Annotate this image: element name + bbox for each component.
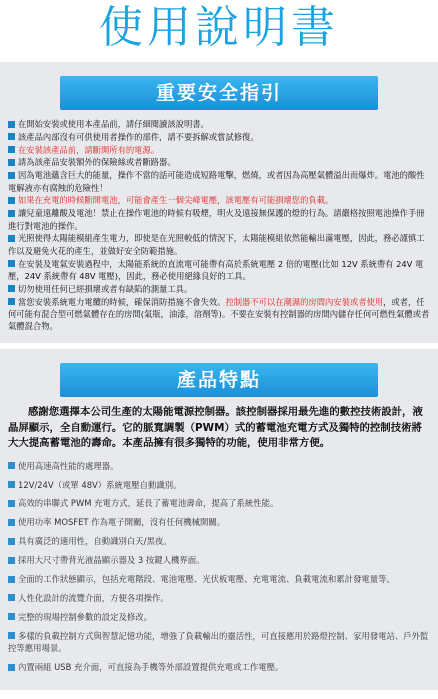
square-bullet-icon <box>8 462 15 469</box>
features-list <box>0 460 438 674</box>
square-bullet-icon <box>8 576 15 583</box>
feature-item <box>8 460 430 473</box>
square-bullet-icon <box>8 481 15 488</box>
safety-item-warning: 控制器不可以在潮濕的房間內安裝或者使用 <box>225 296 384 307</box>
safety-item <box>8 258 430 283</box>
safety-item-text: 在開始安裝或使用本產品前，請仔細閱讀該說明書。 <box>18 119 209 129</box>
safety-item-text: 如果在充電的時候斷開電池，可能會產生一個尖峰電壓，該電壓有可能損壞您的負載。 <box>18 195 334 206</box>
safety-item-text: 在安裝及電氣安裝過程中，太陽能系統的直流電可能帶有高於系統電壓 2 倍的電壓(比如 12V 系統帶有 24V 電壓，24V 系統帶有 48V 電壓)，因此，務必使用絕緣良好的工具。 <box>8 258 424 281</box>
feature-item <box>8 497 430 510</box>
square-bullet-icon <box>8 260 15 267</box>
feature-item <box>8 592 430 605</box>
feature-item-text: 完整的現場控制參數的設定及修改。 <box>18 611 152 622</box>
square-bullet-icon <box>8 519 15 526</box>
document-title: 使用說明書 <box>99 2 339 53</box>
safety-item <box>8 144 430 156</box>
feature-item-text: 12V/24V（或單 48V）系統電壓自動識別。 <box>18 479 182 490</box>
square-bullet-icon <box>8 210 15 217</box>
feature-item <box>8 573 430 586</box>
feature-item-text: 採用大尺寸帶背光液晶顯示器及 3 按鍵人機界面。 <box>18 555 205 566</box>
safety-item-text: 讓兒童遠離酸及電池！禁止在操作電池的時候有吸煙，明火及遠接無保護的燈的行為。請嚴格按照電池操作手冊進行對電池的操作。 <box>8 208 425 231</box>
safety-item-text: 因為電池蘊含巨大的能量，操作不當的話可能造成短路電擊，燃燒，或者因為高壓氣體溢出而爆炸。電池的酸性電解液亦有腐蝕的危險性！ <box>8 170 425 193</box>
square-bullet-icon <box>8 235 15 242</box>
square-bullet-icon <box>8 664 15 671</box>
feature-item-text: 使用高速高性能的處理器。 <box>18 460 119 471</box>
safety-item <box>8 207 430 232</box>
square-bullet-icon <box>8 159 15 166</box>
feature-item <box>8 554 430 567</box>
safety-item <box>8 156 430 168</box>
square-bullet-icon <box>8 500 15 507</box>
safety-item-text: 光照使得太陽能模組產生電力，即使是在光照較低的情況下，太陽能模組依然能輸出滿電壓，因此，務必謹慎工作以及避免火花的產生，並做好安全防範措施。 <box>8 233 425 256</box>
square-bullet-icon <box>8 146 15 153</box>
safety-heading: 重要安全指引 <box>60 76 378 110</box>
feature-item <box>8 516 430 529</box>
safety-section <box>0 62 438 343</box>
square-bullet-icon <box>8 197 15 204</box>
feature-item-text: 全面的工作狀態顯示，包括充電階段、電池電壓、光伏板電壓、充電電流、負載電流和累計發電量等。 <box>18 574 395 585</box>
square-bullet-icon <box>8 298 15 305</box>
safety-item <box>8 169 430 194</box>
features-intro: 感謝您選擇本公司生產的太陽能電源控制器。該控制器採用最先進的數控技術設計，液晶屏顯示，全自動運行。它的脈寬調製（PWM）式的蓄電池充電方式及獨特的控制技術將大大提高蓄電池的壽命。本產品擁有很多獨特的功能，使用非常方便。 <box>8 406 423 450</box>
feature-item-text: 內置兩組 USB 充介面，可直接為手機等外部設置提供充電或工作電壓。 <box>18 662 284 673</box>
safety-item <box>8 194 430 206</box>
safety-item <box>8 232 430 257</box>
feature-item <box>8 535 430 548</box>
safety-item <box>8 283 430 295</box>
square-bullet-icon <box>8 285 15 292</box>
safety-list <box>0 118 438 333</box>
feature-item-text: 使用功率 MOSFET 作為電子開關，沒有任何機械開關。 <box>18 517 226 528</box>
safety-item <box>8 118 430 130</box>
features-heading: 產品特點 <box>60 363 378 397</box>
feature-item-text: 具有廣泛的適用性，自動識別白天/黑夜。 <box>18 536 172 547</box>
square-bullet-icon <box>8 172 15 179</box>
square-bullet-icon <box>8 594 15 601</box>
feature-item-text: 多樣的負載控制方式與智慧記憶功能，增強了負載輸出的靈活性，可直接應用於路燈控制、家用發電站、戶外監控等應用場景。 <box>8 630 429 654</box>
safety-item-tail: ，或者，任何可能有混合型可燃氣體存在的房間(氣瓶，油漆，溶劑等)。不要在安裝有控制器的房間內儲存任何可燃性氣體或者氣體混合物。 <box>8 296 430 332</box>
safety-item-text: 當您安裝系統電力電纜的時候，確保消防措施不會失效。 <box>18 296 226 307</box>
feature-item <box>8 611 430 624</box>
safety-item-text: 該產品內部沒有可供使用者操作的部件，請不要拆解或嘗試修復。 <box>18 131 259 142</box>
square-bullet-icon <box>8 613 15 620</box>
square-bullet-icon <box>8 632 15 639</box>
feature-item-text: 高效的串聯式 PWM 充電方式，延長了蓄電池壽命，提高了系統性能。 <box>18 498 279 509</box>
square-bullet-icon <box>8 538 15 545</box>
safety-item <box>8 131 430 143</box>
safety-item <box>8 296 430 333</box>
feature-item <box>8 479 430 492</box>
features-section <box>0 349 438 690</box>
safety-item-text: 切勿使用任何已經損壞或者有缺陷的測量工具。 <box>18 283 193 294</box>
feature-item <box>8 630 430 655</box>
square-bullet-icon <box>8 557 15 564</box>
safety-item-text: 在安裝該產品前，請斷開所有的電源。 <box>18 144 160 155</box>
safety-item-text: 請為該產品安裝額外的保險絲或者斷路器。 <box>18 157 176 168</box>
feature-item <box>8 661 430 674</box>
feature-item-text: 人性化設計的流覽介面，方便各項操作。 <box>18 592 169 603</box>
square-bullet-icon <box>8 121 15 128</box>
square-bullet-icon <box>8 133 15 140</box>
